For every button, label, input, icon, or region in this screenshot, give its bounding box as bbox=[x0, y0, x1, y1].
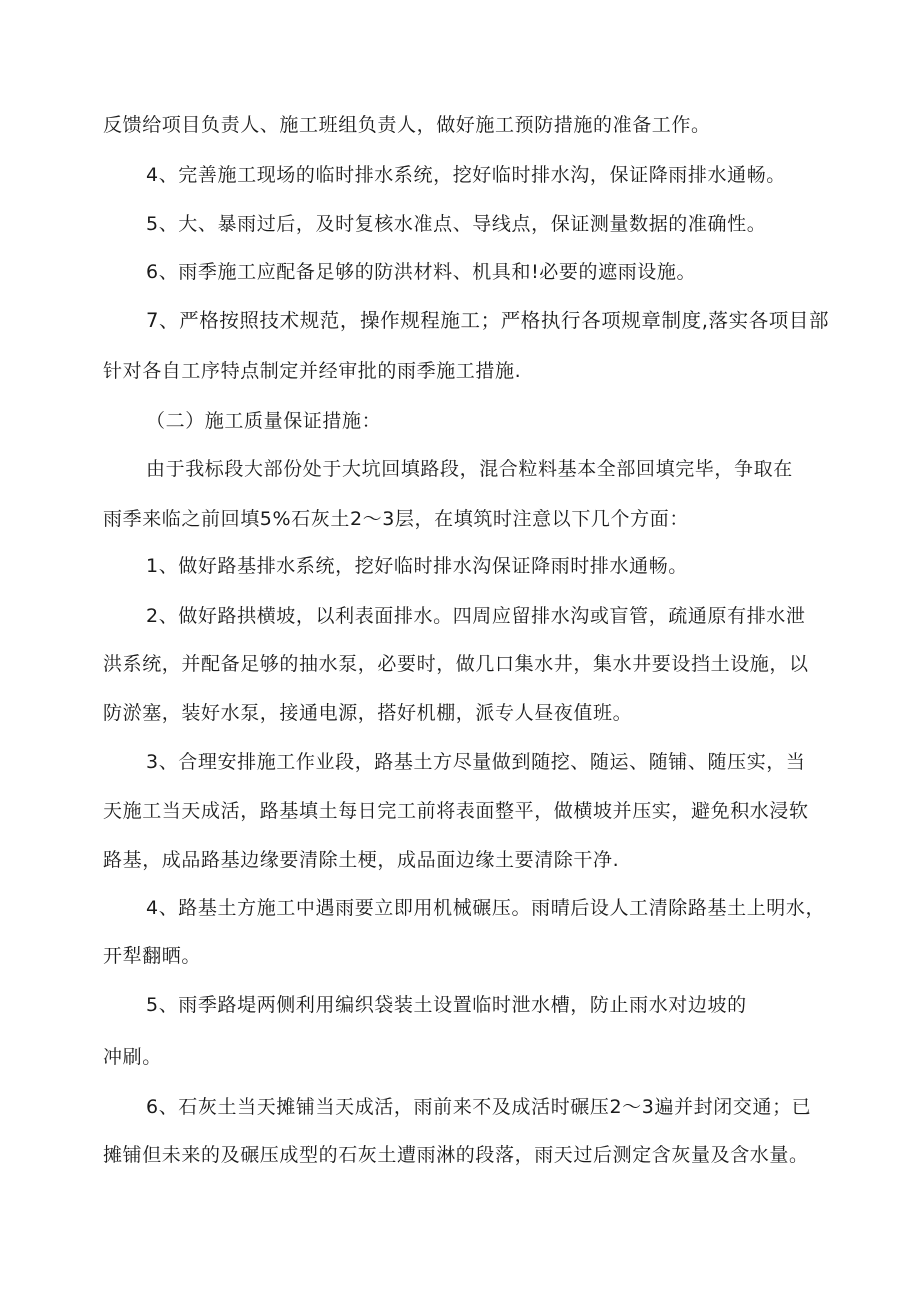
section-heading: （二）施工质量保证措施： bbox=[146, 410, 382, 432]
text-line: 4、路基土方施工中遇雨要立即用机械碾压。雨晴后设人工清除路基土上明水， bbox=[146, 897, 826, 919]
text-line: 6、雨季施工应配备足够的防洪材料、机具和!必要的遮雨设施。 bbox=[146, 261, 697, 283]
text-line: 防淤塞，装好水泵，接通电源，搭好机棚，派专人昼夜值班。 bbox=[103, 702, 633, 724]
text-line: 冲刷。 bbox=[103, 1046, 162, 1068]
text-line: 天施工当天成活，路基填土每日完工前将表面整平，做横坡并压实，避免积水浸软 bbox=[103, 800, 809, 822]
text-line: 5、大、暴雨过后，及时复核水准点、导线点，保证测量数据的准确性。 bbox=[146, 213, 767, 235]
text-line: 摊铺但未来的及碾压成型的石灰土遭雨淋的段落，雨天过后测定含灰量及含水量。 bbox=[103, 1144, 809, 1166]
text-line: 雨季来临之前回填5%石灰土2～3层，在填筑时注意以下几个方面： bbox=[103, 508, 689, 530]
text-line: 1、做好路基排水系统，挖好临时排水沟保证降雨时排水通畅。 bbox=[146, 555, 688, 577]
text-line: 6、石灰土当天摊铺当天成活，雨前来不及成活时碾压2～3遍并封闭交通；已 bbox=[146, 1096, 812, 1118]
text-line: 反馈给项目负责人、施工班组负责人，做好施工预防措施的准备工作。 bbox=[103, 114, 711, 136]
text-line: 3、合理安排施工作业段，路基土方尽量做到随挖、随运、随铺、随压实，当 bbox=[146, 751, 806, 773]
text-line: 4、完善施工现场的临时排水系统，挖好临时排水沟，保证降雨排水通畅。 bbox=[146, 164, 786, 186]
text-line: 洪系统，并配备足够的抽水泵，必要时，做几口集水井，集水井要设挡土设施，以 bbox=[103, 653, 809, 675]
text-line: 针对各自工序特点制定并经审批的雨季施工措施. bbox=[103, 360, 522, 382]
text-line: 路基，成品路基边缘要清除土梗，成品面边缘土要清除干净. bbox=[103, 849, 620, 871]
text-line: 开犁翻晒。 bbox=[103, 945, 202, 967]
text-line: 由于我标段大部份处于大坑回填路段，混合粒料基本全部回填完毕，争取在 bbox=[146, 458, 793, 480]
text-line: 7、严格按照技术规范，操作规程施工；严格执行各项规章制度,落实各项目部 bbox=[146, 309, 830, 332]
text-line: 5、雨季路堤两侧利用编织袋装土设置临时泄水槽，防止雨水对边坡的 bbox=[146, 994, 747, 1016]
text-line: 2、做好路拱横坡，以利表面排水。四周应留排水沟或盲管，疏通原有排水泄 bbox=[146, 605, 806, 627]
